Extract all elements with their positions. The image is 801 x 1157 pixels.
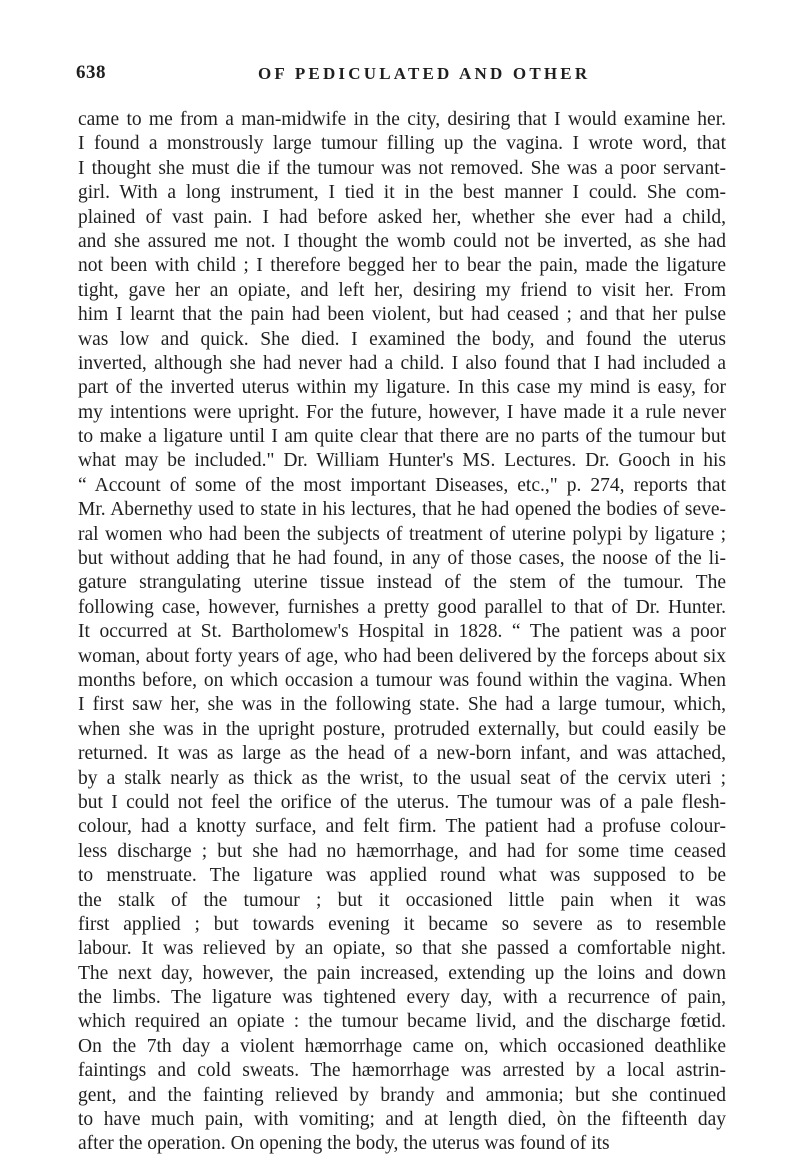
text-line: him I learnt that the pain had been violent, but had ceased ; and that her pulse: [78, 304, 726, 326]
text-line: It occurred at St. Bartholomew's Hospital in 1828. “ The patient was a poor: [78, 621, 726, 643]
text-line: “ Account of some of the most important Diseases, etc.," p. 274, reports that: [78, 474, 726, 496]
text-line: Mr. Abernethy used to state in his lectures, that he had opened the bodies of seve-: [78, 499, 726, 521]
text-line: faintings and cold sweats. The hæmorrhage was arrested by a local astrin-: [78, 1060, 726, 1082]
text-line: following case, however, furnishes a pretty good parallel to that of Dr. Hunter.: [78, 596, 726, 618]
text-line: inverted, although she had never had a child. I also found that I had included a: [78, 352, 726, 374]
text-line: I found a monstrously large tumour filling up the vagina. I wrote word, that: [78, 133, 726, 155]
text-line: On the 7th day a violent hæmorrhage came on, which occasioned deathlike: [78, 1035, 726, 1057]
text-line: what may be included." Dr. William Hunter's MS. Lectures. Dr. Gooch in his: [78, 450, 726, 472]
running-head-title: OF PEDICULATED AND OTHER: [258, 64, 591, 83]
text-line: gature strangulating uterine tissue instead of the stem of the tumour. The: [78, 572, 726, 594]
text-line: The next day, however, the pain increased, extending up the loins and down: [78, 962, 726, 984]
text-line: the stalk of the tumour ; but it occasioned little pain when it was: [78, 889, 726, 911]
text-line: and she assured me not. I thought the womb could not be inverted, as she had: [78, 230, 726, 252]
text-line: labour. It was relieved by an opiate, so that she passed a comfortable night.: [78, 938, 726, 960]
text-line: I thought she must die if the tumour was not removed. She was a poor servant-: [78, 157, 726, 179]
text-line: part of the inverted uterus within my ligature. In this case my mind is easy, for: [78, 377, 726, 399]
text-line: was low and quick. She died. I examined the body, and found the uterus: [78, 328, 726, 350]
text-line: plained of vast pain. I had before asked her, whether she ever had a child,: [78, 206, 726, 228]
text-line: my intentions were upright. For the future, however, I have made it a rule never: [78, 401, 726, 423]
text-line: the limbs. The ligature was tightened every day, with a recurrence of pain,: [78, 987, 726, 1009]
text-line: I first saw her, she was in the following state. She had a large tumour, which,: [78, 694, 726, 716]
text-line: colour, had a knotty surface, and felt firm. The patient had a profuse colour-: [78, 816, 726, 838]
page-number: 638: [76, 62, 106, 83]
text-line: which required an opiate : the tumour became livid, and the discharge fœtid.: [78, 1011, 726, 1033]
text-line: tight, gave her an opiate, and left her, desiring my friend to visit her. From: [78, 279, 726, 301]
text-line: months before, on which occasion a tumour was found within the vagina. When: [78, 669, 726, 691]
running-head: [0, 62, 801, 92]
text-line: returned. It was as large as the head of a new-born infant, and was attached,: [78, 743, 726, 765]
text-line: to make a ligature until I am quite clear that there are no parts of the tumour but: [78, 426, 726, 448]
text-line: less discharge ; but she had no hæmorrhage, and had for some time ceased: [78, 840, 726, 862]
text-line: to have much pain, with vomiting; and at length died, òn the fifteenth day: [78, 1109, 726, 1131]
text-line: came to me from a man-midwife in the city, desiring that I would examine her.: [78, 109, 726, 130]
text-line: but I could not feel the orifice of the uterus. The tumour was of a pale flesh-: [78, 791, 726, 813]
text-line: to menstruate. The ligature was applied round what was supposed to be: [78, 865, 726, 887]
text-line: woman, about forty years of age, who had been delivered by the forceps about six: [78, 645, 726, 667]
text-line: by a stalk nearly as thick as the wrist, to the usual seat of the cervix uteri ;: [78, 767, 726, 789]
text-line: first applied ; but towards evening it became so severe as to resemble: [78, 913, 726, 935]
body-text: [78, 108, 726, 1157]
text-line: ral women who had been the subjects of treatment of uterine polypi by ligature ;: [78, 523, 726, 545]
text-line: when she was in the upright posture, protruded externally, but could easily be: [78, 718, 726, 740]
text-line: after the operation. On opening the body, the uterus was found of its: [78, 1133, 610, 1155]
text-line: girl. With a long instrument, I tied it in the best manner I could. She com-: [78, 182, 726, 204]
text-line: gent, and the fainting relieved by brandy and ammonia; but she continued: [78, 1084, 726, 1106]
text-line: not been with child ; I therefore begged her to bear the pain, made the ligature: [78, 255, 726, 277]
text-line: but without adding that he had found, in any of those cases, the noose of the li-: [78, 548, 726, 570]
